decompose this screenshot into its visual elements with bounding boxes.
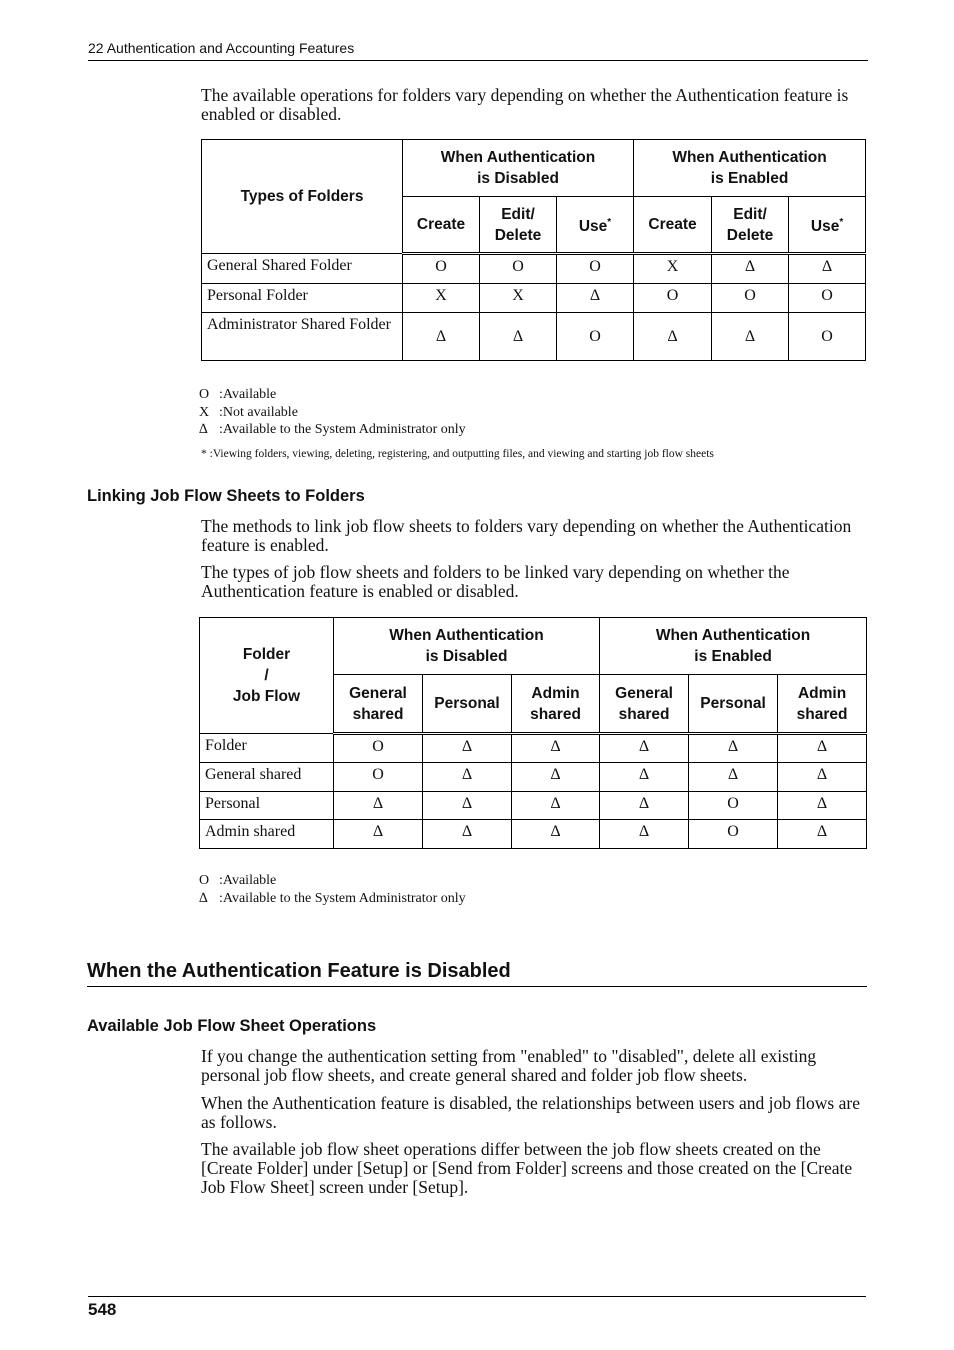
paragraph: The available job flow sheet operations differ between the job flow sheets created on the [Create Folder] under [Setup] or [Send from Folder] screens and those created on the [Create Job Flow Sheet] screen under [Setup]. — [201, 1139, 853, 1197]
corner-header: Folder / Job Flow — [200, 618, 334, 734]
legend-item: X :Not available — [199, 404, 298, 420]
group-header-disabled: When Authentication is Disabled — [334, 618, 600, 675]
table-cell: ∆ — [512, 792, 600, 820]
table-cell: ∆ — [512, 734, 600, 763]
legend-item: O :Available — [199, 387, 277, 402]
table-cell: O — [480, 254, 557, 284]
corner-header: Types of Folders — [202, 140, 403, 254]
table-row — [202, 313, 866, 361]
table-cell: O — [634, 284, 712, 313]
col-header-use: Use* — [557, 197, 634, 254]
table-cell: ∆ — [778, 820, 867, 849]
table-cell: ∆ — [557, 284, 634, 313]
table-cell: O — [557, 254, 634, 284]
row-label: General Shared Folder — [202, 254, 403, 284]
group-header-disabled: When Authentication is Disabled — [403, 140, 634, 197]
row-label: Administrator Shared Folder — [202, 313, 403, 361]
table-row — [200, 820, 867, 849]
col-header-edit-delete: Edit/ Delete — [480, 197, 557, 254]
folder-operations-table — [201, 139, 866, 361]
legend-item: ∆ :Available to the System Administrator only — [199, 422, 466, 437]
table-cell: ∆ — [778, 734, 867, 763]
table-cell: ∆ — [689, 763, 778, 792]
table-cell: ∆ — [600, 820, 689, 849]
col-header-create: Create — [403, 197, 480, 254]
table-cell: X — [634, 254, 712, 284]
table-row — [202, 254, 866, 284]
intro-paragraph: The available operations for folders vary depending on whether the Authentication feature is enabled or disabled. — [201, 85, 849, 124]
table-cell: ∆ — [778, 792, 867, 820]
table-cell: O — [689, 820, 778, 849]
table-cell: ∆ — [789, 254, 866, 284]
table-cell: O — [334, 734, 423, 763]
page-number: 548 — [88, 1296, 866, 1320]
row-label: Folder — [200, 734, 334, 763]
table-row — [200, 734, 867, 763]
table-cell: O — [789, 313, 866, 361]
table-cell: ∆ — [423, 763, 512, 792]
table-cell: O — [689, 792, 778, 820]
paragraph: The methods to link job flow sheets to folders vary depending on whether the Authentication feature is enabled. — [201, 516, 852, 555]
job-flow-linking-table — [199, 617, 867, 849]
col-header-general-shared: General shared — [600, 675, 689, 734]
running-header: 22 Authentication and Accounting Features — [88, 40, 868, 61]
col-header-admin-shared: Admin shared — [512, 675, 600, 734]
col-header-personal: Personal — [423, 675, 512, 734]
legend — [199, 872, 466, 907]
table-cell: ∆ — [634, 313, 712, 361]
table-cell: O — [557, 313, 634, 361]
table-cell: ∆ — [423, 820, 512, 849]
row-label: Personal — [200, 792, 334, 820]
table-cell: O — [789, 284, 866, 313]
table-cell: ∆ — [689, 734, 778, 763]
col-header-personal: Personal — [689, 675, 778, 734]
table-row — [200, 792, 867, 820]
table-cell: ∆ — [403, 313, 480, 361]
group-header-enabled: When Authentication is Enabled — [634, 140, 866, 197]
chapter-section-heading: When the Authentication Feature is Disabled — [87, 960, 867, 987]
table-cell: ∆ — [480, 313, 557, 361]
section-heading: Linking Job Flow Sheets to Folders — [87, 487, 365, 505]
table-cell: ∆ — [600, 763, 689, 792]
section-heading: Available Job Flow Sheet Operations — [87, 1017, 377, 1035]
table-cell: O — [403, 254, 480, 284]
table-cell: ∆ — [712, 254, 789, 284]
table-cell: ∆ — [334, 792, 423, 820]
col-header-use: Use* — [789, 197, 866, 254]
table-cell: ∆ — [600, 792, 689, 820]
legend-item: ∆ :Available to the System Administrator only — [199, 890, 466, 906]
col-header-edit-delete: Edit/ Delete — [712, 197, 789, 254]
table-cell: ∆ — [334, 820, 423, 849]
table-cell: O — [712, 284, 789, 313]
table-row — [202, 284, 866, 313]
legend-item: O :Available — [199, 873, 277, 888]
row-label: Admin shared — [200, 820, 334, 849]
table-cell: ∆ — [778, 763, 867, 792]
table-cell: ∆ — [712, 313, 789, 361]
row-label: General shared — [200, 763, 334, 792]
col-header-admin-shared: Admin shared — [778, 675, 867, 734]
table-row — [200, 763, 867, 792]
footnote: * :Viewing folders, viewing, deleting, registering, and outputting files, and viewing and starting job flow sheets — [201, 448, 714, 460]
table-cell: X — [403, 284, 480, 313]
table-cell: ∆ — [423, 734, 512, 763]
col-header-general-shared: General shared — [334, 675, 423, 734]
col-header-create: Create — [634, 197, 712, 254]
table-cell: ∆ — [600, 734, 689, 763]
paragraph: The types of job flow sheets and folders to be linked vary depending on whether the Authentication feature is enabled or disabled. — [201, 562, 790, 601]
table-cell: ∆ — [423, 792, 512, 820]
legend — [199, 386, 466, 439]
table-cell: ∆ — [512, 763, 600, 792]
row-label: Personal Folder — [202, 284, 403, 313]
table-cell: O — [334, 763, 423, 792]
table-cell: X — [480, 284, 557, 313]
paragraph: When the Authentication feature is disabled, the relationships between users and job flows are as follows. — [201, 1093, 860, 1132]
table-cell: ∆ — [512, 820, 600, 849]
group-header-enabled: When Authentication is Enabled — [600, 618, 867, 675]
paragraph: If you change the authentication setting from "enabled" to "disabled", delete all existing personal job flow sheets, and create general shared and folder job flow sheets. — [201, 1046, 817, 1085]
